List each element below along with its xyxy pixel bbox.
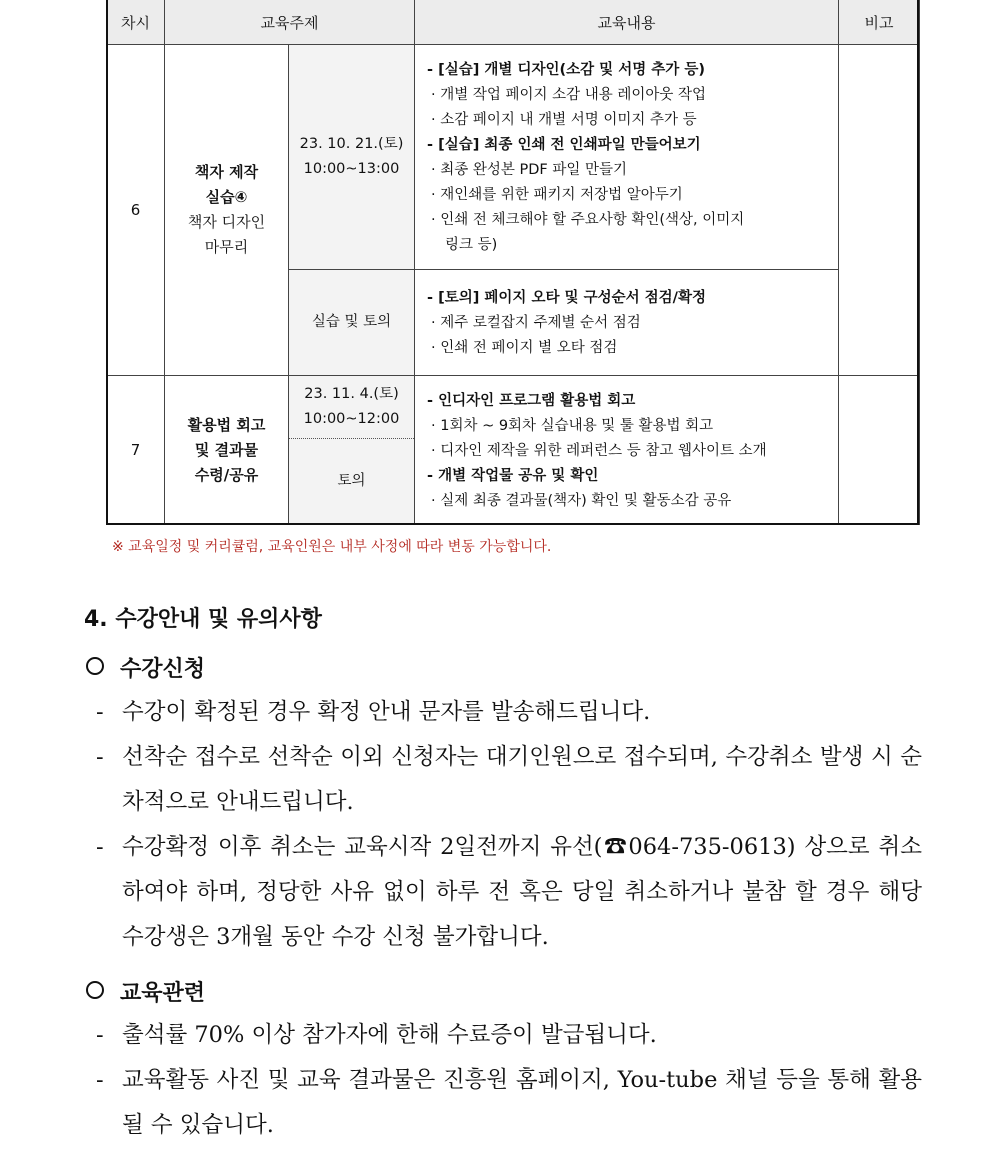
time-date: 23. 11. 4.(토) [304, 386, 399, 402]
content-line: - [실습] 최종 인쇄 전 인쇄파일 만들어보기 [427, 137, 701, 153]
session-content [415, 45, 839, 270]
list-item [96, 1058, 922, 1148]
content-line: · 인쇄 전 체크해야 할 주요사항 확인(색상, 이미지 [431, 212, 745, 228]
session-topic [165, 45, 289, 376]
schedule-notice: ※ 교육일정 및 커리큘럼, 교육인원은 내부 사정에 따라 변동 가능합니다. [112, 539, 552, 555]
content-line: · 디자인 제작을 위한 레퍼런스 등 참고 웹사이트 소개 [431, 442, 767, 459]
session-number: 6 [107, 45, 165, 376]
time-label: 실습 및 토의 [311, 314, 392, 330]
content-line: · 1회차 ~ 9회차 실습내용 및 툴 활용법 회고 [431, 417, 714, 434]
topic-line: 책자 디자인 [187, 213, 266, 231]
section-title: 4. 수강안내 및 유의사항 [84, 607, 322, 632]
session-time [289, 45, 415, 270]
content-line: - [실습] 개별 디자인(소감 및 서명 추가 등) [427, 62, 705, 78]
subsection-apply-heading [86, 652, 205, 683]
list-item-text: 선착순 접수로 선착순 이외 신청자는 대기인원으로 접수되며, 수강취소 발생 시 순차적으로 안내드립니다. [122, 744, 922, 815]
dash-bullet: - [96, 1067, 104, 1093]
content-line: - 인디자인 프로그램 활용법 회고 [427, 392, 636, 409]
dash-bullet: - [96, 744, 104, 770]
subsection-label: 수강신청 [120, 656, 206, 682]
list-item-text: 교육활동 사진 및 교육 결과물은 진흥원 홈페이지, You-tube 채널 등을 통해 활용될 수 있습니다. [122, 1067, 922, 1138]
content-line: · 인쇄 전 페이지 별 오타 점검 [431, 340, 618, 356]
dash-bullet: - [96, 834, 104, 860]
content-line: · 실제 최종 결과물(책자) 확인 및 활동소감 공유 [431, 492, 732, 509]
topic-line: 활용법 회고 [187, 415, 266, 434]
session-content [415, 376, 839, 525]
header-topic: 교육주제 [165, 0, 415, 45]
session-note [839, 376, 920, 525]
header-note: 비고 [839, 0, 920, 45]
list-item-text: 수강이 확정된 경우 확정 안내 문자를 발송해드립니다. [122, 699, 651, 725]
dash-bullet: - [96, 699, 104, 725]
schedule-table [106, 0, 920, 525]
time-label: 토의 [337, 473, 366, 489]
subsection-edu-heading [86, 976, 205, 1007]
session-topic [165, 376, 289, 525]
content-line: · 최종 완성본 PDF 파일 만들기 [431, 162, 627, 178]
topic-line: 마무리 [204, 238, 249, 256]
content-line: · 제주 로컬잡지 주제별 순서 점검 [431, 315, 641, 331]
topic-line: 실습④ [205, 188, 248, 206]
circle-bullet-icon [86, 981, 104, 999]
time-date: 23. 10. 21.(토) [299, 136, 404, 152]
session-note [839, 45, 920, 376]
session-time [289, 376, 415, 439]
list-item [96, 825, 922, 960]
time-range: 10:00~12:00 [303, 411, 400, 427]
session-time [289, 439, 415, 525]
header-session: 차시 [107, 0, 165, 45]
table-row [107, 376, 920, 439]
list-item [96, 690, 922, 735]
content-line: - [토의] 페이지 오타 및 구성순서 점검/확정 [427, 290, 706, 306]
session-number: 7 [107, 376, 165, 525]
content-line: · 소감 페이지 내 개별 서명 이미지 추가 등 [431, 112, 697, 128]
list-item-text: 수강확정 이후 취소는 교육시작 2일전까지 유선(☎064-735-0613) 상으로 취소하여야 하며, 정당한 사유 없이 하루 전 혹은 당일 취소하거나 불참 할 경우 해당 수강생은 3개월 동안 수강 신청 불가합니다. [122, 834, 922, 950]
list-item [96, 1013, 922, 1058]
time-range: 10:00~13:00 [303, 161, 400, 177]
content-line: · 개별 작업 페이지 소감 내용 레이아웃 작업 [431, 87, 706, 103]
table-row [107, 45, 920, 270]
circle-bullet-icon [86, 657, 104, 675]
subsection-label: 교육관련 [120, 980, 206, 1006]
session-content [415, 270, 839, 376]
content-line: · 재인쇄를 위한 패키지 저장법 알아두기 [431, 187, 683, 203]
topic-line: 책자 제작 [194, 163, 259, 181]
content-line: - 개별 작업물 공유 및 확인 [427, 467, 599, 484]
topic-line: 및 결과물 [194, 440, 259, 459]
content-line: 링크 등) [445, 237, 498, 253]
header-content: 교육내용 [415, 0, 839, 45]
dash-bullet: - [96, 1022, 104, 1048]
topic-line: 수령/공유 [194, 465, 259, 484]
session-time [289, 270, 415, 376]
table-header-row [107, 0, 920, 45]
list-item-text: 출석률 70% 이상 참가자에 한해 수료증이 발급됩니다. [122, 1022, 657, 1048]
list-item [96, 735, 922, 825]
